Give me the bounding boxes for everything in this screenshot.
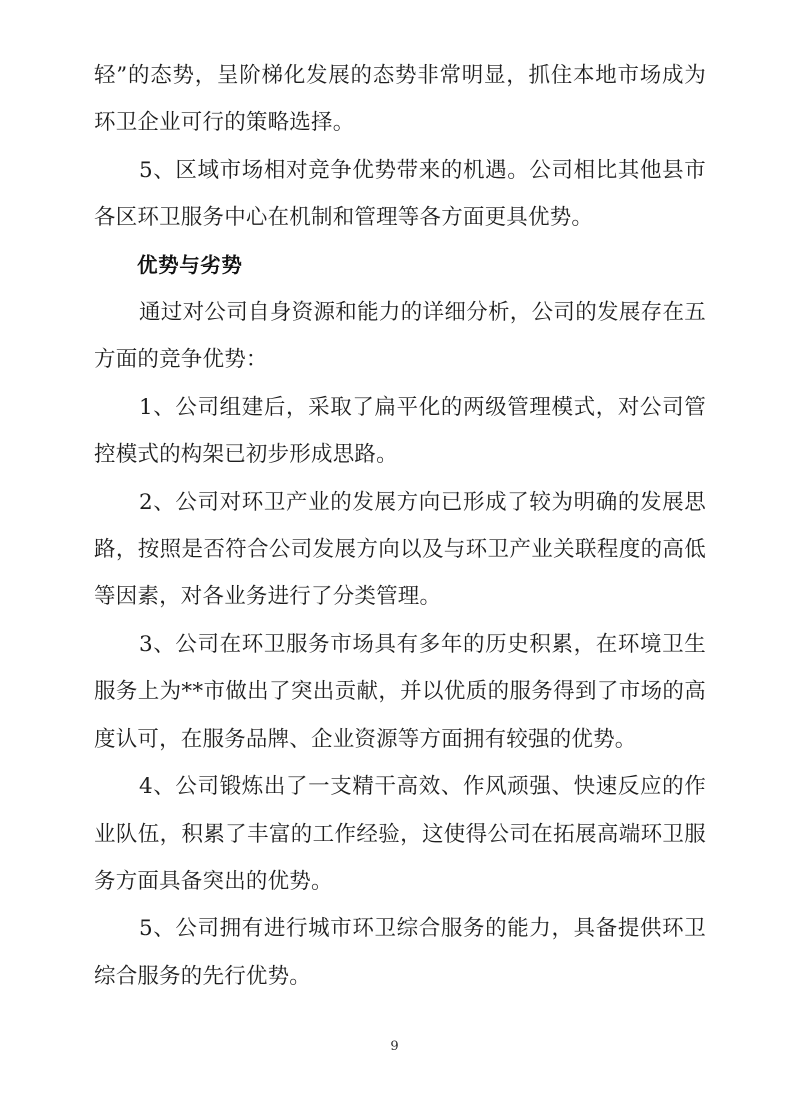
- paragraph-strength-5: 5、公司拥有进行城市环卫综合服务的能力，具备提供环卫综合服务的先行优势。: [94, 916, 706, 989]
- paragraph-strength-2: 2、公司对环卫产业的发展方向已形成了较为明确的发展思路，按照是否符合公司发展方向以及与环卫产业关联程度的高低等因素，对各业务进行了分类管理。: [94, 489, 706, 610]
- paragraph-opportunity-5: 5、区域市场相对竞争优势带来的机遇。公司相比其他县市各区环卫服务中心在机制和管理等各方面更具优势。: [94, 157, 706, 231]
- paragraph-carryover: 轻”的态势，呈阶梯化发展的态势非常明显，抓住本地市场成为环卫企业可行的策略选择。: [94, 63, 706, 136]
- paragraph-strength-4: 4、公司锻炼出了一支精干高效、作风顽强、快速反应的作业队伍，积累了丰富的工作经验，这使得公司在拓展高端环卫服务方面具备突出的优势。: [94, 774, 706, 894]
- paragraph-intro-strengths: 通过对公司自身资源和能力的详细分析，公司的发展存在五方面的竞争优势：: [94, 300, 706, 373]
- paragraph-strength-3: 3、公司在环卫服务市场具有多年的历史积累，在环境卫生服务上为**市做出了突出贡献，并以优质的服务得到了市场的高度认可，在服务品牌、企业资源等方面拥有较强的优势。: [94, 631, 706, 752]
- paragraph-strength-1: 1、公司组建后，采取了扁平化的两级管理模式，对公司管控模式的构架已初步形成思路。: [94, 394, 706, 468]
- page-number: 9: [390, 1039, 399, 1054]
- section-heading-strengths-weaknesses: 优势与劣势: [137, 252, 243, 277]
- document-body: [94, 52, 706, 1000]
